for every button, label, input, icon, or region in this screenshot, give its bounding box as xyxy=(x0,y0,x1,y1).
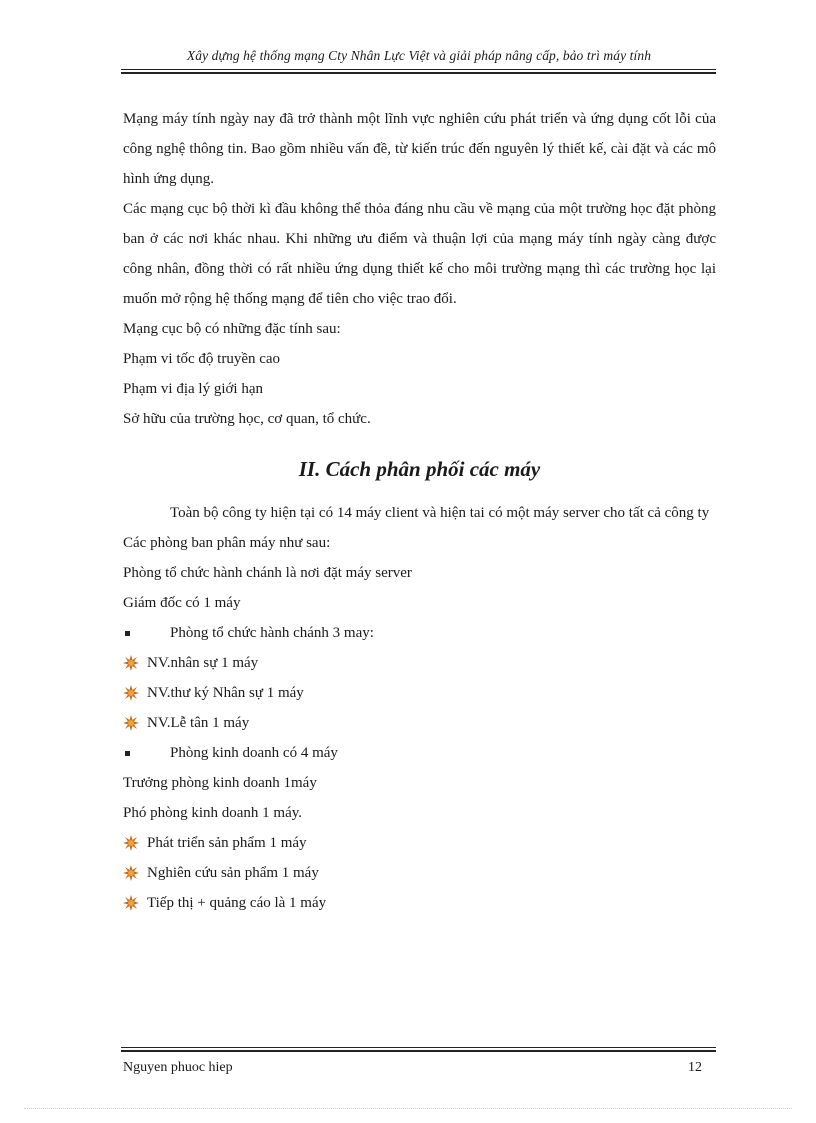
section-line-5: Phó phòng kinh doanh 1 máy. xyxy=(123,805,303,821)
intro-paragraph-1: Mạng máy tính ngày nay đã trở thành một lĩnh vực nghiên cứu phát triển và ứng dụng cốt lỗi của công nghệ thông tin. Bao gồm nhiều vấn đề, từ kiến trúc đến nguyên lý thiết kế, cài đặt và các mô hình ứng dụng. xyxy=(123,111,716,187)
starburst-bullet-icon xyxy=(123,835,139,851)
sub-item-text: NV.thư ký Nhân sự 1 máy xyxy=(147,685,304,701)
footer-rule-thick xyxy=(121,1050,716,1052)
section-heading: II. Cách phân phối các máy xyxy=(298,457,541,481)
square-bullet-icon xyxy=(125,631,130,636)
intro-line-1: Mạng cục bộ có những đặc tính sau: xyxy=(123,321,341,337)
intro-line-2: Phạm vi tốc độ truyền cao xyxy=(123,351,281,367)
sub-item-text: Tiếp thị + quảng cáo là 1 máy xyxy=(147,895,327,911)
intro-line-4: Sở hữu của trường học, cơ quan, tổ chức. xyxy=(123,411,371,427)
list-item xyxy=(123,618,716,648)
section-line-4: Trưởng phòng kinh doanh 1máy xyxy=(123,775,317,791)
bullet-text: Phòng tổ chức hành chánh 3 may: xyxy=(170,625,374,641)
sub-item-text: NV.nhân sự 1 máy xyxy=(147,655,259,671)
list-item xyxy=(123,828,716,858)
intro-paragraph-2: Các mạng cục bộ thời kì đầu không thể thỏa đáng nhu cầu về mạng của một trường học đặt phòng ban ở các nơi khác nhau. Khi những ưu điểm và thuận lợi của mạng máy tính ngày càng được công nhân, đồng thời có rất nhiều ứng dụng thiết kế cho môi trường mạng thì các trường học lại muốn mở rộng hệ thống mạng để tiên cho việc trao đổi. xyxy=(123,201,716,307)
header-rule-thin xyxy=(121,69,716,70)
square-bullet-icon xyxy=(125,751,130,756)
starburst-bullet-icon xyxy=(123,865,139,881)
list-item xyxy=(123,738,716,768)
list-item xyxy=(123,648,716,678)
list-item xyxy=(123,888,716,918)
list-item xyxy=(123,858,716,888)
sub-item-text: Phát triển sản phẩm 1 máy xyxy=(147,835,307,851)
section-line-2: Phòng tổ chức hành chánh là nơi đặt máy server xyxy=(123,565,412,581)
starburst-bullet-icon xyxy=(123,685,139,701)
starburst-bullet-icon xyxy=(123,895,139,911)
running-header: Xây dựng hệ thống mạng Cty Nhân Lực Việt và giải pháp nâng cấp, bảo trì máy tính xyxy=(186,48,652,63)
page-body xyxy=(123,104,716,918)
section-line-1: Các phòng ban phân máy như sau: xyxy=(123,535,331,551)
starburst-bullet-icon xyxy=(123,655,139,671)
sub-item-text: Nghiên cứu sản phẩm 1 máy xyxy=(147,865,319,881)
section-paragraph-1: Toàn bộ công ty hiện tại có 14 máy client và hiện tai có một máy server cho tất cả công ty xyxy=(170,505,710,521)
list-item xyxy=(123,678,716,708)
footer-rule-thin xyxy=(121,1047,716,1048)
page-number: 12 xyxy=(688,1060,702,1075)
section-line-3: Giám đốc có 1 máy xyxy=(123,595,241,611)
bullet-text: Phòng kinh doanh có 4 máy xyxy=(170,745,338,761)
intro-line-3: Phạm vi địa lý giới hạn xyxy=(123,381,264,397)
list-item xyxy=(123,708,716,738)
header-rule-thick xyxy=(121,72,716,74)
starburst-bullet-icon xyxy=(123,715,139,731)
footer-author: Nguyen phuoc hiep xyxy=(123,1060,233,1075)
sub-item-text: NV.Lễ tân 1 máy xyxy=(147,715,250,731)
page-edge-divider xyxy=(24,1108,792,1109)
